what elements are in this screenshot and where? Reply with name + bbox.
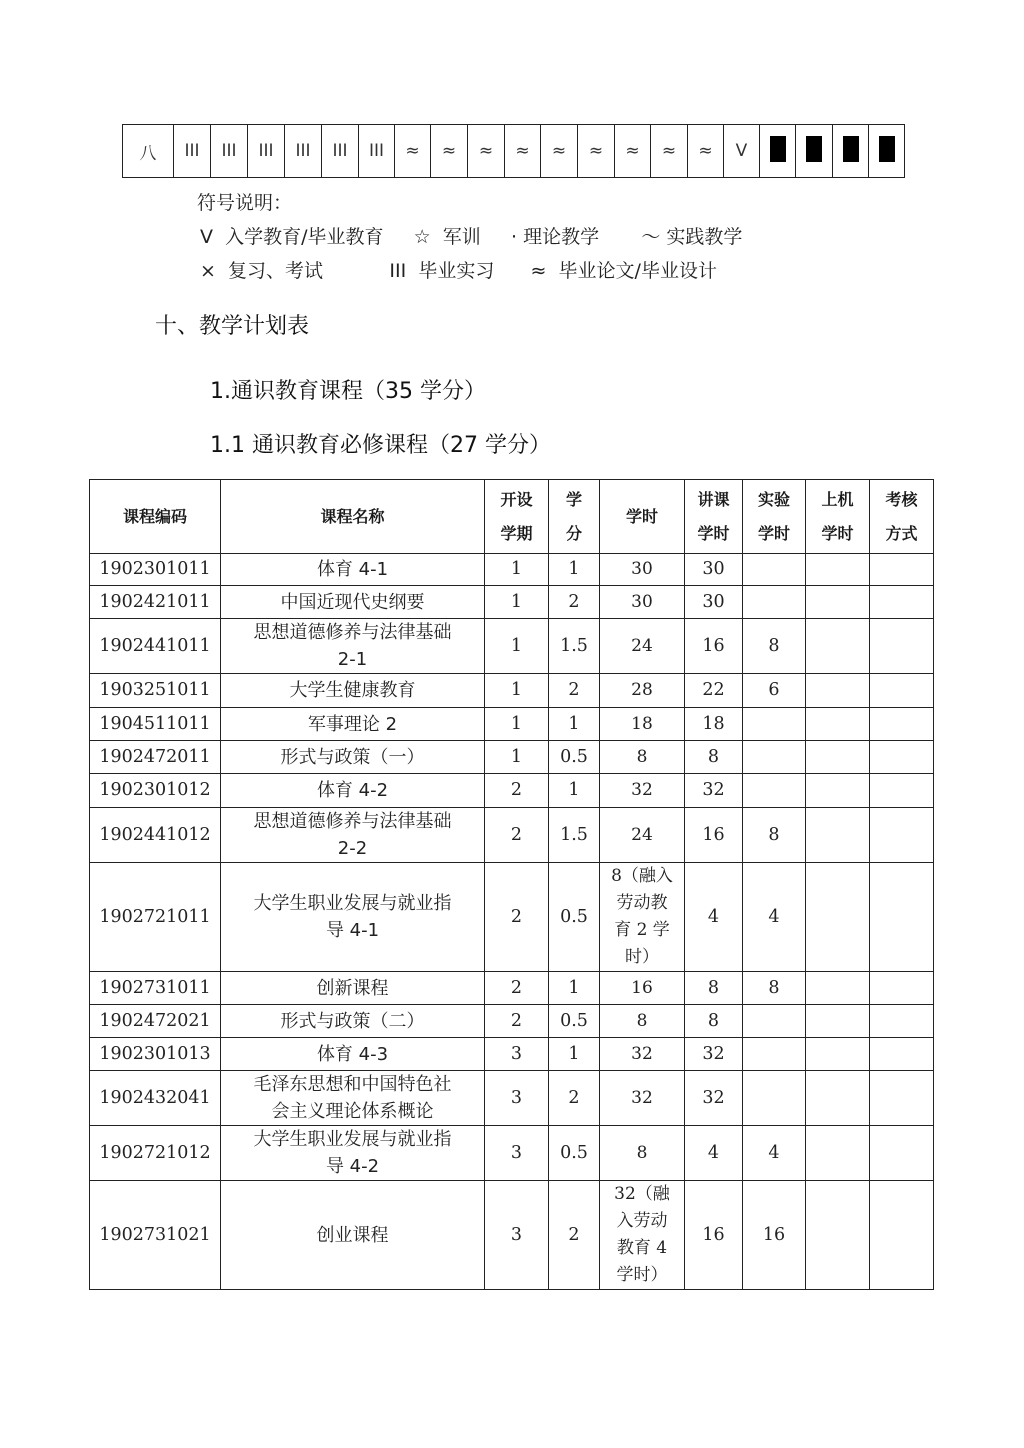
cell-credit: 1.5 (549, 808, 600, 863)
cell-credit: 2 (549, 1181, 600, 1290)
schedule-week-cell: III (285, 125, 322, 178)
filled-block-mark (879, 136, 895, 162)
cell-lecture: 30 (685, 586, 743, 619)
cell-exam (870, 674, 934, 708)
cell-term: 1 (485, 586, 549, 619)
cell-lecture: 32 (685, 1038, 743, 1071)
cell-name: 体育 4-3 (221, 1038, 485, 1071)
cell-credit: 2 (549, 586, 600, 619)
cell-hours: 32 (600, 1071, 685, 1126)
cell-name: 思想道德修养与法律基础 2-2 (221, 808, 485, 863)
cell-name: 创新课程 (221, 972, 485, 1005)
cell-code: 1902441012 (90, 808, 221, 863)
cell-computer (806, 808, 870, 863)
cell-hours: 28 (600, 674, 685, 708)
cell-exam (870, 586, 934, 619)
cell-lab: 4 (743, 1126, 806, 1181)
cell-exam (870, 554, 934, 586)
cell-name: 军事理论 2 (221, 708, 485, 741)
table-row (90, 619, 934, 674)
column-header-computer: 上机 学时 (806, 480, 870, 554)
cell-exam (870, 1126, 934, 1181)
cell-name: 形式与政策（一） (221, 741, 485, 774)
table-row (90, 741, 934, 774)
table-row (90, 1005, 934, 1038)
cell-computer (806, 586, 870, 619)
cell-lab (743, 1071, 806, 1126)
schedule-week-cell: ≈ (615, 125, 651, 178)
schedule-cell-filled (760, 125, 796, 178)
cell-computer (806, 774, 870, 808)
cell-name: 思想道德修养与法律基础 2-1 (221, 619, 485, 674)
cell-name: 大学生健康教育 (221, 674, 485, 708)
cell-code: 1902432041 (90, 1071, 221, 1126)
schedule-row (123, 125, 905, 178)
cell-code: 1902731021 (90, 1181, 221, 1290)
schedule-week-cell: ≈ (688, 125, 724, 178)
filled-block-mark (770, 136, 786, 162)
column-header-term: 开设 学期 (485, 480, 549, 554)
teaching-plan-table (89, 479, 934, 1290)
schedule-week-cell: V (724, 125, 760, 178)
cell-lab (743, 554, 806, 586)
column-header-code: 课程编码 (90, 480, 221, 554)
cell-code: 1902301013 (90, 1038, 221, 1071)
table-row (90, 708, 934, 741)
cell-lab (743, 1038, 806, 1071)
cell-hours: 8 (600, 1005, 685, 1038)
cell-lab: 8 (743, 808, 806, 863)
table-header-row (90, 480, 934, 554)
table-row (90, 554, 934, 586)
table-row (90, 972, 934, 1005)
column-header-credit: 学 分 (549, 480, 600, 554)
table-row (90, 674, 934, 708)
cell-code: 1902301012 (90, 774, 221, 808)
cell-lab (743, 741, 806, 774)
schedule-week-cell: III (248, 125, 285, 178)
table-row (90, 1071, 934, 1126)
cell-code: 1902721012 (90, 1126, 221, 1181)
schedule-cell-filled (796, 125, 833, 178)
cell-lab (743, 774, 806, 808)
cell-hours: 8 (600, 741, 685, 774)
cell-name: 创业课程 (221, 1181, 485, 1290)
cell-credit: 1.5 (549, 619, 600, 674)
subsection-heading-general-education: 1.通识教育课程（35 学分） (210, 379, 486, 404)
cell-term: 2 (485, 1005, 549, 1038)
cell-term: 1 (485, 619, 549, 674)
cell-lecture: 4 (685, 863, 743, 972)
cell-lab (743, 586, 806, 619)
legend-line-2: × 复习、考试 III 毕业实习 ≈ 毕业论文/毕业设计 (200, 260, 717, 282)
cell-code: 1903251011 (90, 674, 221, 708)
cell-hours: 30 (600, 554, 685, 586)
legend-line-1: V 入学教育/毕业教育 ☆ 军训 · 理论教学 ～ 实践教学 (200, 226, 743, 248)
cell-code: 1902472021 (90, 1005, 221, 1038)
cell-credit: 1 (549, 708, 600, 741)
cell-term: 1 (485, 708, 549, 741)
cell-exam (870, 1071, 934, 1126)
cell-name: 大学生职业发展与就业指 导 4-2 (221, 1126, 485, 1181)
cell-computer (806, 741, 870, 774)
cell-term: 3 (485, 1038, 549, 1071)
cell-credit: 2 (549, 1071, 600, 1126)
cell-term: 3 (485, 1071, 549, 1126)
cell-name: 体育 4-2 (221, 774, 485, 808)
cell-hours: 24 (600, 808, 685, 863)
schedule-week-cell: III (211, 125, 248, 178)
schedule-week-cell: III (359, 125, 395, 178)
cell-hours: 16 (600, 972, 685, 1005)
cell-hours: 8（融入 劳动教 育 2 学 时） (600, 863, 685, 972)
column-header-hours: 学时 (600, 480, 685, 554)
table-row (90, 1181, 934, 1290)
cell-lab: 6 (743, 674, 806, 708)
table-row (90, 1038, 934, 1071)
cell-lecture: 32 (685, 1071, 743, 1126)
cell-computer (806, 1071, 870, 1126)
cell-hours: 32（融 入劳动 教育 4 学时） (600, 1181, 685, 1290)
cell-credit: 0.5 (549, 1126, 600, 1181)
cell-name: 大学生职业发展与就业指 导 4-1 (221, 863, 485, 972)
cell-code: 1902301011 (90, 554, 221, 586)
column-header-name: 课程名称 (221, 480, 485, 554)
table-row (90, 1126, 934, 1181)
cell-credit: 0.5 (549, 1005, 600, 1038)
cell-exam (870, 972, 934, 1005)
column-header-lecture: 讲课 学时 (685, 480, 743, 554)
cell-computer (806, 1005, 870, 1038)
cell-code: 1902421011 (90, 586, 221, 619)
table-row (90, 774, 934, 808)
table-row (90, 586, 934, 619)
schedule-semester-label: 八 (123, 125, 174, 178)
cell-exam (870, 1005, 934, 1038)
cell-term: 1 (485, 554, 549, 586)
cell-credit: 1 (549, 972, 600, 1005)
cell-credit: 0.5 (549, 863, 600, 972)
column-header-exam: 考核 方式 (870, 480, 934, 554)
filled-block-mark (806, 136, 822, 162)
cell-exam (870, 774, 934, 808)
cell-lab: 16 (743, 1181, 806, 1290)
legend-title: 符号说明： (197, 192, 293, 214)
schedule-week-cell: ≈ (651, 125, 688, 178)
cell-credit: 1 (549, 1038, 600, 1071)
cell-name: 体育 4-1 (221, 554, 485, 586)
section-heading: 十、教学计划表 (155, 314, 310, 339)
cell-lecture: 32 (685, 774, 743, 808)
cell-computer (806, 1181, 870, 1290)
schedule-week-cell: ≈ (505, 125, 541, 178)
cell-lecture: 4 (685, 1126, 743, 1181)
cell-computer (806, 1038, 870, 1071)
cell-lab (743, 708, 806, 741)
schedule-week-cell: III (322, 125, 359, 178)
filled-block-mark (843, 136, 859, 162)
cell-credit: 2 (549, 674, 600, 708)
cell-hours: 32 (600, 1038, 685, 1071)
cell-code: 1904511011 (90, 708, 221, 741)
schedule-week-cell: ≈ (578, 125, 615, 178)
schedule-week-cell: ≈ (395, 125, 431, 178)
cell-computer (806, 554, 870, 586)
cell-computer (806, 863, 870, 972)
table-row (90, 808, 934, 863)
schedule-week-cell: ≈ (541, 125, 578, 178)
cell-exam (870, 1038, 934, 1071)
cell-hours: 8 (600, 1126, 685, 1181)
cell-code: 1902721011 (90, 863, 221, 972)
cell-term: 2 (485, 863, 549, 972)
schedule-week-cell: ≈ (431, 125, 468, 178)
cell-lecture: 8 (685, 1005, 743, 1038)
cell-exam (870, 741, 934, 774)
cell-code: 1902472011 (90, 741, 221, 774)
cell-lecture: 8 (685, 972, 743, 1005)
cell-exam (870, 708, 934, 741)
cell-lecture: 16 (685, 808, 743, 863)
cell-exam (870, 863, 934, 972)
cell-term: 1 (485, 741, 549, 774)
cell-term: 2 (485, 774, 549, 808)
cell-lab: 8 (743, 619, 806, 674)
cell-term: 1 (485, 674, 549, 708)
cell-exam (870, 1181, 934, 1290)
schedule-cell-filled (833, 125, 869, 178)
subsection-heading-required-courses: 1.1 通识教育必修课程（27 学分） (210, 433, 551, 458)
cell-lecture: 30 (685, 554, 743, 586)
column-header-lab: 实验 学时 (743, 480, 806, 554)
cell-lecture: 18 (685, 708, 743, 741)
cell-hours: 30 (600, 586, 685, 619)
cell-exam (870, 808, 934, 863)
cell-code: 1902731011 (90, 972, 221, 1005)
cell-lab: 8 (743, 972, 806, 1005)
cell-lab (743, 1005, 806, 1038)
cell-computer (806, 674, 870, 708)
table-body (90, 554, 934, 1290)
cell-lecture: 16 (685, 1181, 743, 1290)
cell-computer (806, 1126, 870, 1181)
cell-lecture: 8 (685, 741, 743, 774)
cell-name: 毛泽东思想和中国特色社 会主义理论体系概论 (221, 1071, 485, 1126)
cell-name: 中国近现代史纲要 (221, 586, 485, 619)
table-row (90, 863, 934, 972)
cell-credit: 1 (549, 774, 600, 808)
cell-term: 2 (485, 808, 549, 863)
schedule-cell-filled (869, 125, 905, 178)
cell-credit: 1 (549, 554, 600, 586)
cell-computer (806, 972, 870, 1005)
schedule-week-cell: ≈ (468, 125, 505, 178)
cell-computer (806, 619, 870, 674)
cell-term: 2 (485, 972, 549, 1005)
cell-term: 3 (485, 1126, 549, 1181)
cell-name: 形式与政策（二） (221, 1005, 485, 1038)
cell-hours: 18 (600, 708, 685, 741)
semester-schedule-strip (122, 124, 905, 178)
cell-credit: 0.5 (549, 741, 600, 774)
cell-computer (806, 708, 870, 741)
schedule-week-cell: III (174, 125, 211, 178)
cell-lecture: 16 (685, 619, 743, 674)
cell-term: 3 (485, 1181, 549, 1290)
cell-exam (870, 619, 934, 674)
cell-code: 1902441011 (90, 619, 221, 674)
cell-hours: 32 (600, 774, 685, 808)
cell-lecture: 22 (685, 674, 743, 708)
cell-lab: 4 (743, 863, 806, 972)
cell-hours: 24 (600, 619, 685, 674)
